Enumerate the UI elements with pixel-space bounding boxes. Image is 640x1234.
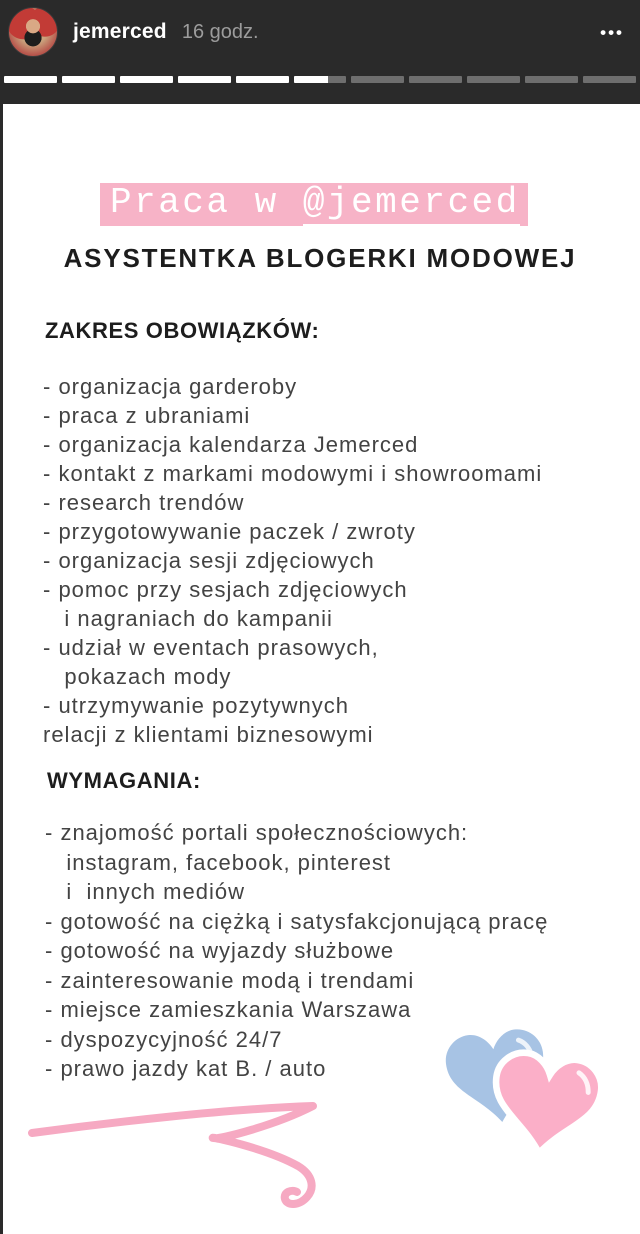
text-line: i nagraniach do kampanii xyxy=(43,606,333,631)
progress-segment xyxy=(525,76,578,83)
title-prefix: Praca w xyxy=(110,182,303,223)
section-heading-duties: ZAKRES OBOWIĄZKÓW: xyxy=(45,318,320,343)
story-subtitle: ASYSTENTKA BLOGERKI MODOWEJ xyxy=(63,243,577,273)
text-line: - pomoc przy sesjach zdjęciowych xyxy=(43,577,408,602)
section-heading-requirements: WYMAGANIA: xyxy=(47,768,201,793)
text-line: - miejsce zamieszkania Warszawa xyxy=(45,997,412,1022)
progress-segment xyxy=(236,76,289,83)
text-line: - organizacja kalendarza Jemerced xyxy=(43,432,419,457)
progress-segment xyxy=(583,76,636,83)
avatar[interactable] xyxy=(8,7,58,57)
timestamp: 16 godz. xyxy=(181,20,259,43)
more-options-icon[interactable]: ••• xyxy=(600,22,624,42)
username[interactable]: jemerced xyxy=(73,20,167,43)
text-line: - praca z ubraniami xyxy=(43,403,251,428)
story-header xyxy=(0,0,640,104)
progress-segment xyxy=(120,76,173,83)
text-line: - dyspozycyjność 24/7 xyxy=(45,1026,283,1052)
text-line: - znajomość portali społecznościowych: xyxy=(45,820,469,845)
pink-marker-squiggle xyxy=(26,1096,336,1221)
progress-segment xyxy=(351,76,404,83)
text-line: - organizacja garderoby xyxy=(43,374,298,399)
story-progress-bar[interactable] xyxy=(4,76,636,83)
progress-segment xyxy=(294,76,347,83)
text-line: instagram, facebook, pinterest xyxy=(45,849,392,875)
text-line: - prawo jazdy kat B. / auto xyxy=(45,1056,327,1081)
title-mention-link[interactable]: @jemerced xyxy=(303,182,520,227)
two-hearts-sticker xyxy=(440,1024,620,1184)
text-line: relacji z klientami biznesowymi xyxy=(43,722,374,747)
text-line: - utrzymywanie pozytywnych xyxy=(43,693,349,718)
text-line: - zainteresowanie modą i trendami xyxy=(45,967,415,993)
text-line: - research trendów xyxy=(43,490,245,515)
progress-segment xyxy=(178,76,231,83)
text-line: - organizacja sesji zdjęciowych xyxy=(43,548,375,573)
text-line: - udział w eventach prasowych, xyxy=(43,635,379,660)
text-line: - przygotowywanie paczek / zwroty xyxy=(43,519,416,544)
text-line: i innych mediów xyxy=(45,879,245,904)
story-header-row xyxy=(0,0,640,64)
text-line: - kontakt z markami modowymi i showroomami xyxy=(43,461,543,486)
progress-segment xyxy=(62,76,115,83)
progress-segment xyxy=(4,76,57,83)
progress-segment xyxy=(467,76,520,83)
text-line: pokazach mody xyxy=(43,664,232,689)
progress-segment xyxy=(409,76,462,83)
text-line: - gotowość na wyjazdy służbowe xyxy=(45,938,395,963)
story-title-highlight xyxy=(100,183,528,226)
text-line: - gotowość na ciężką i satysfakcjonującą pracę xyxy=(45,908,549,934)
duties-list xyxy=(43,372,542,749)
